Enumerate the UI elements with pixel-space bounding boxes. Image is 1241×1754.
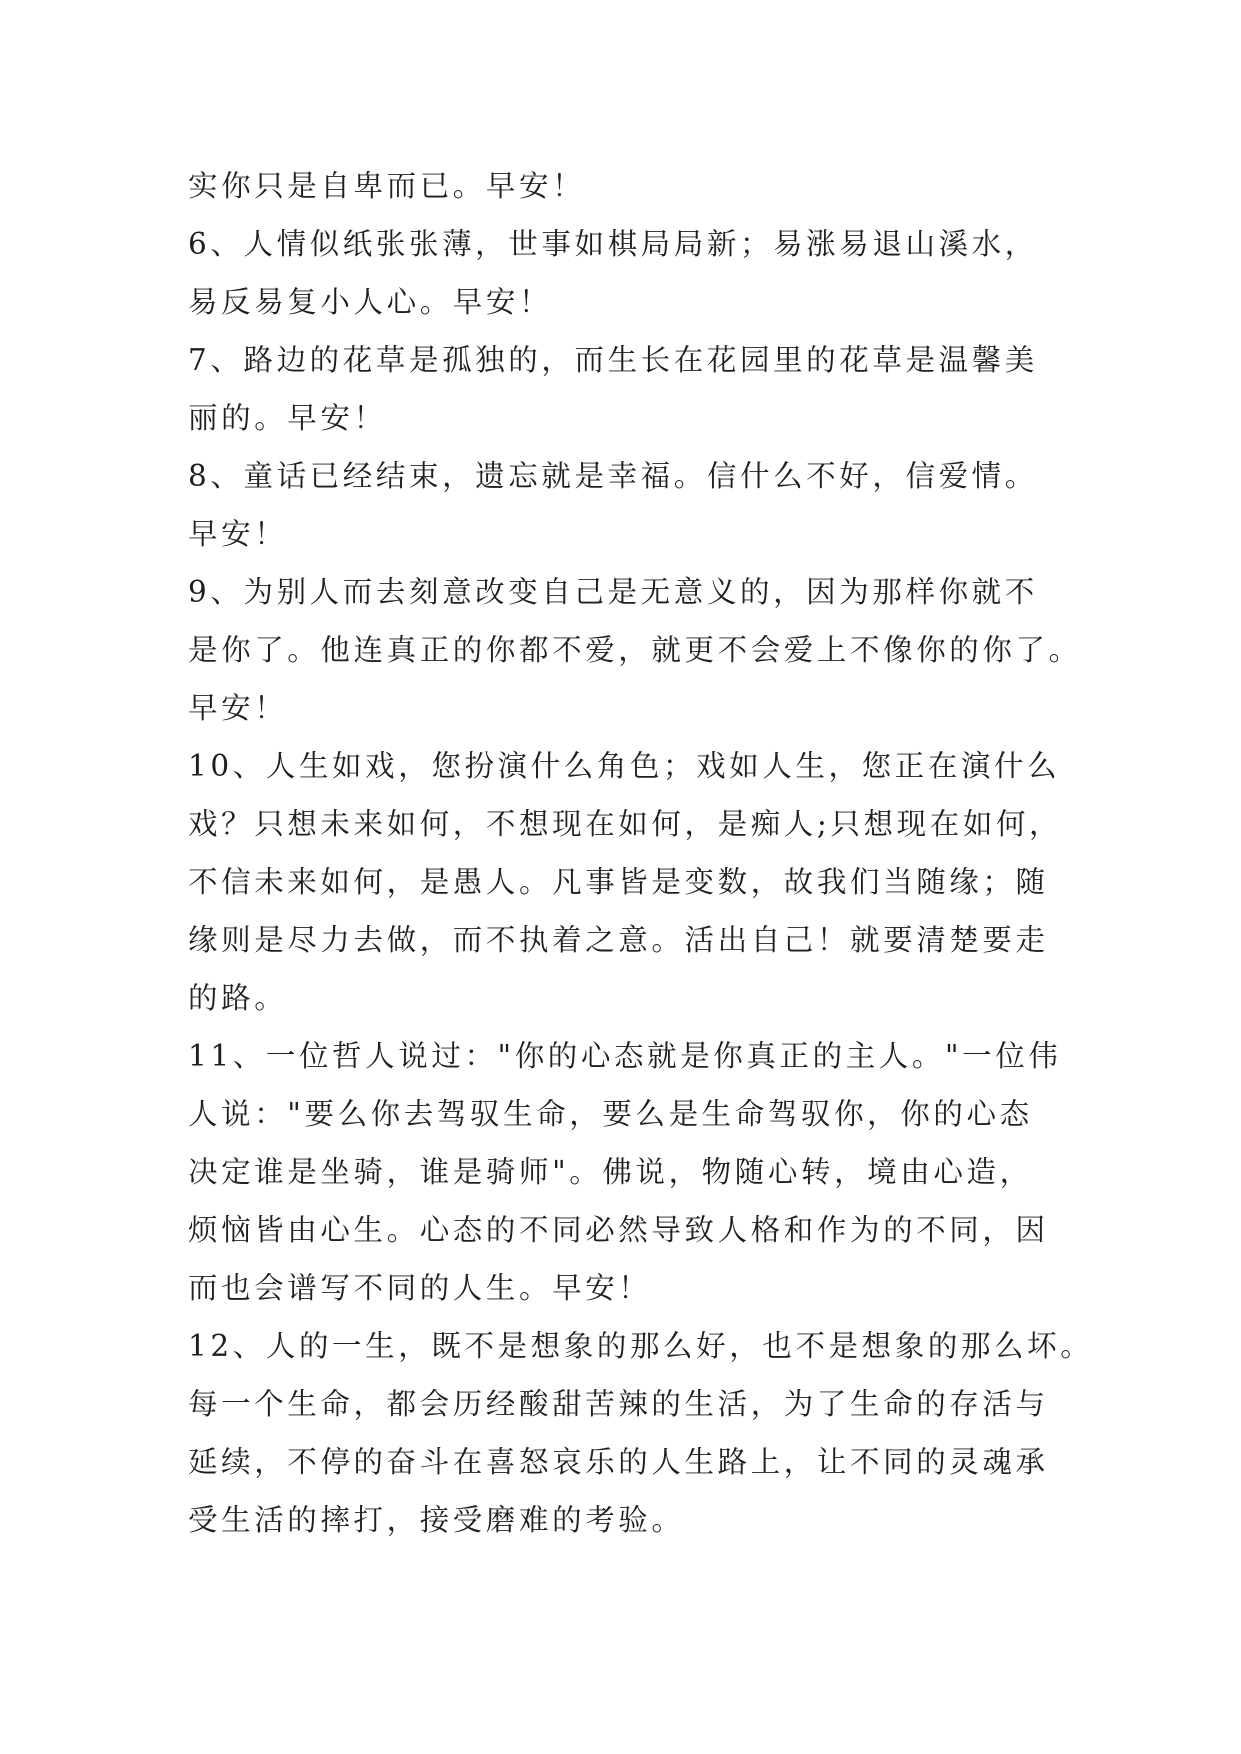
- text-line: 11、一位哲人说过："你的心态就是你真正的主人。"一位伟: [188, 1039, 1062, 1073]
- text-line: 9、为别人而去刻意改变自己是无意义的，因为那样你就不: [188, 575, 1038, 609]
- text-line: 每一个生命，都会历经酸甜苦辣的生活，为了生命的存活与: [188, 1387, 1049, 1421]
- text-line: 受生活的摔打，接受磨难的考验。: [188, 1503, 685, 1537]
- text-line: 早安！: [188, 691, 288, 725]
- text-line: 缘则是尽力去做，而不执着之意。活出自己！就要清楚要走: [188, 923, 1049, 957]
- text-line: 易反易复小人心。早安！: [188, 285, 553, 319]
- body-text: [188, 157, 1094, 1549]
- text-line: 戏？只想未来如何，不想现在如何，是痴人;只想现在如何，: [188, 807, 1063, 841]
- text-line: 是你了。他连真正的你都不爱，就更不会爱上不像你的你了。: [188, 633, 1082, 667]
- text-line: 6、人情似纸张张薄，世事如棋局局新；易涨易退山溪水，: [188, 227, 1038, 261]
- text-line: 人说："要么你去驾驭生命，要么是生命驾驭你，你的心态: [188, 1097, 1033, 1131]
- text-line: 不信未来如何，是愚人。凡事皆是变数，故我们当随缘；随: [188, 865, 1049, 899]
- text-line: 实你只是自卑而已。早安！: [188, 169, 586, 203]
- text-line: 7、路边的花草是孤独的，而生长在花园里的花草是温馨美: [188, 343, 1038, 377]
- text-line: 烦恼皆由心生。心态的不同必然导致人格和作为的不同，因: [188, 1213, 1049, 1247]
- text-line: 丽的。早安！: [188, 401, 387, 435]
- text-line: 的路。: [188, 981, 288, 1015]
- text-line: 10、人生如戏，您扮演什么角色；戏如人生，您正在演什么: [188, 749, 1061, 783]
- text-line: 12、人的一生，既不是想象的那么好，也不是想象的那么坏。: [188, 1329, 1094, 1363]
- text-line: 延续，不停的奋斗在喜怒哀乐的人生路上，让不同的灵魂承: [188, 1445, 1049, 1479]
- text-line: 早安！: [188, 517, 288, 551]
- text-line: 而也会谱写不同的人生。早安！: [188, 1271, 652, 1305]
- text-line: 决定谁是坐骑，谁是骑师"。佛说，物随心转，境由心造，: [188, 1155, 1033, 1189]
- text-line: 8、童话已经结束，遗忘就是幸福。信什么不好，信爱情。: [188, 459, 1038, 493]
